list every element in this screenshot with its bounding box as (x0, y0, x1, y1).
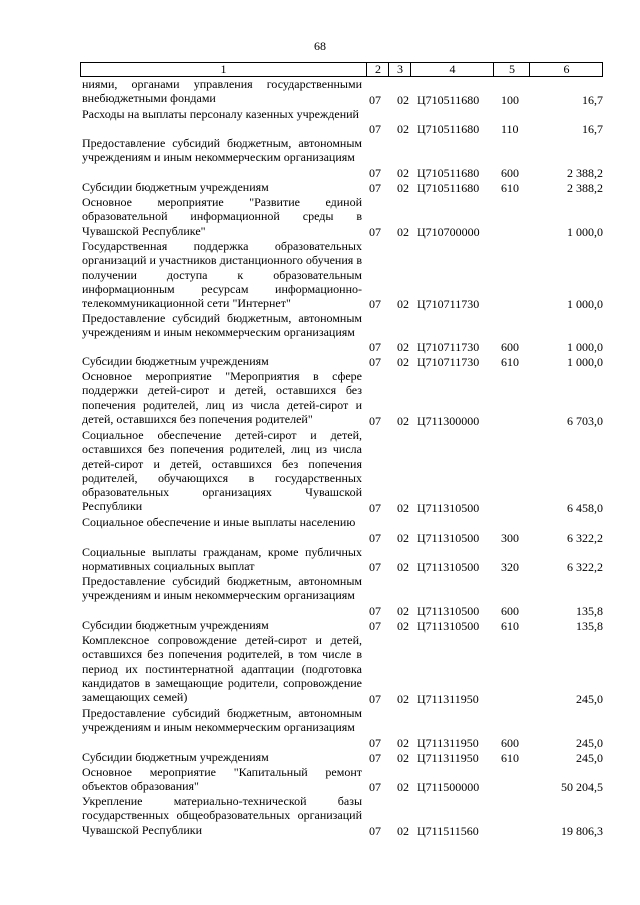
section-code: 07 (369, 824, 381, 838)
subsection-code: 02 (397, 414, 409, 428)
row-description: Комплексное сопровождение детей-сирот и детей, оставшихся без попечения родителей, в том числе в период их постинтернатной адаптации (подготовка кандидатов в замещающие родители, сопровождение замещающих семей) (82, 633, 362, 705)
subsection-code: 02 (397, 355, 409, 369)
section-code: 07 (369, 560, 381, 574)
section-code: 07 (369, 297, 381, 311)
subsection-code: 02 (397, 560, 409, 574)
expense-type-code: 600 (501, 604, 519, 618)
subsection-code: 02 (397, 531, 409, 545)
target-article-code: Ц710700000 (417, 225, 480, 239)
expense-type-code: 300 (501, 531, 519, 545)
table-row (80, 750, 603, 765)
page-number: 68 (314, 39, 326, 53)
subsection-code: 02 (397, 122, 409, 136)
section-code: 07 (369, 780, 381, 794)
target-article-code: Ц710711730 (417, 340, 480, 354)
expense-type-code: 110 (501, 122, 519, 136)
section-code: 07 (369, 736, 381, 750)
table-row (80, 794, 603, 838)
subsection-code: 02 (397, 736, 409, 750)
row-description: Предоставление субсидий бюджетным, автономным учреждениям и иным некоммерческим организациям (82, 136, 362, 165)
table-row (80, 180, 603, 195)
subsection-code: 02 (397, 166, 409, 180)
table-row (80, 515, 603, 545)
section-code: 07 (369, 501, 381, 515)
row-description: Укрепление материально-технической базы государственных общеобразовательных организаций Чувашской Республики (82, 794, 362, 837)
expense-type-code: 610 (501, 181, 519, 195)
header-col-3: 3 (388, 63, 411, 76)
subsection-code: 02 (397, 181, 409, 195)
subsection-code: 02 (397, 297, 409, 311)
expense-type-code: 600 (501, 736, 519, 750)
subsection-code: 02 (397, 824, 409, 838)
target-article-code: Ц711500000 (417, 780, 480, 794)
subsection-code: 02 (397, 93, 409, 107)
subsection-code: 02 (397, 340, 409, 354)
header-col-5: 5 (493, 63, 530, 76)
table-row (80, 633, 603, 706)
target-article-code: Ц711300000 (417, 414, 480, 428)
row-description: Социальное обеспечение детей-сирот и детей, оставшихся без попечения родителей, лиц из числа детей-сирот и детей, оставшихся без попечения родителей, обучающихся в государственных образовательных организациях Чувашской Республики (82, 428, 362, 514)
subsection-code: 02 (397, 751, 409, 765)
section-code: 07 (369, 531, 381, 545)
section-code: 07 (369, 692, 381, 706)
amount: 16,7 (582, 93, 603, 107)
row-description: Предоставление субсидий бюджетным, автономным учреждениям и иным некоммерческим организациям (82, 574, 362, 603)
row-description: Основное мероприятие "Мероприятия в сфере поддержки детей-сирот и детей, оставшихся без попечения родителей, лиц из числа детей-сирот и детей, оставшихся без попечения родителей" (82, 369, 362, 426)
target-article-code: Ц710511680 (417, 166, 480, 180)
row-description: Субсидии бюджетным учреждениям (82, 354, 269, 368)
table-row (80, 311, 603, 354)
amount: 2 388,2 (567, 166, 603, 180)
amount: 16,7 (582, 122, 603, 136)
amount: 245,0 (576, 736, 603, 750)
amount: 2 388,2 (567, 181, 603, 195)
row-description: Субсидии бюджетным учреждениям (82, 750, 269, 764)
table-row (80, 765, 603, 794)
target-article-code: Ц710511680 (417, 122, 480, 136)
section-code: 07 (369, 355, 381, 369)
target-article-code: Ц711310500 (417, 604, 480, 618)
amount: 245,0 (576, 751, 603, 765)
target-article-code: Ц711511560 (417, 824, 479, 838)
table-row (80, 136, 603, 180)
table-row (80, 428, 603, 515)
amount: 6 458,0 (567, 501, 603, 515)
row-description: Государственная поддержка образовательных организаций и участников дистанционного обучения в получении доступа к образовательным информационным ресурсам информационно-телекоммуникационной сети "Интернет" (82, 239, 362, 311)
target-article-code: Ц710511680 (417, 93, 480, 107)
target-article-code: Ц711310500 (417, 501, 480, 515)
section-code: 07 (369, 122, 381, 136)
section-code: 07 (369, 166, 381, 180)
section-code: 07 (369, 340, 381, 354)
amount: 1 000,0 (567, 340, 603, 354)
table-row (80, 574, 603, 618)
target-article-code: Ц710511680 (417, 181, 480, 195)
target-article-code: Ц711311950 (417, 751, 479, 765)
table-row (80, 195, 603, 239)
amount: 135,8 (576, 604, 603, 618)
expense-type-code: 600 (501, 340, 519, 354)
amount: 245,0 (576, 692, 603, 706)
row-description: Социальные выплаты гражданам, кроме публичных нормативных социальных выплат (82, 545, 362, 574)
amount: 6 322,2 (567, 531, 603, 545)
subsection-code: 02 (397, 780, 409, 794)
table-row (80, 77, 603, 107)
header-col-1: 1 (220, 62, 227, 76)
amount: 135,8 (576, 619, 603, 633)
row-description: Основное мероприятие "Капитальный ремонт объектов образования" (82, 765, 362, 794)
row-description: ниями, органами управления государственными внебюджетными фондами (82, 77, 362, 106)
expense-type-code: 600 (501, 166, 519, 180)
table-row (80, 369, 603, 428)
amount: 6 322,2 (567, 560, 603, 574)
header-col-2: 2 (366, 63, 389, 76)
target-article-code: Ц710711730 (417, 355, 480, 369)
subsection-code: 02 (397, 692, 409, 706)
row-description: Расходы на выплаты персоналу казенных учреждений (82, 107, 359, 121)
table-row (80, 618, 603, 633)
row-description: Социальное обеспечение и иные выплаты населению (82, 515, 356, 529)
target-article-code: Ц710711730 (417, 297, 480, 311)
table-row (80, 706, 603, 750)
expense-type-code: 610 (501, 751, 519, 765)
amount: 50 204,5 (561, 780, 603, 794)
section-code: 07 (369, 751, 381, 765)
subsection-code: 02 (397, 501, 409, 515)
expense-type-code: 320 (501, 560, 519, 574)
amount: 6 703,0 (567, 414, 603, 428)
header-col-4: 4 (410, 63, 494, 76)
target-article-code: Ц711310500 (417, 619, 480, 633)
amount: 1 000,0 (567, 297, 603, 311)
table-header (80, 62, 603, 77)
section-code: 07 (369, 619, 381, 633)
section-code: 07 (369, 225, 381, 239)
table-row (80, 107, 603, 136)
subsection-code: 02 (397, 225, 409, 239)
target-article-code: Ц711310500 (417, 560, 480, 574)
section-code: 07 (369, 93, 381, 107)
expense-type-code: 100 (501, 93, 519, 107)
subsection-code: 02 (397, 619, 409, 633)
subsection-code: 02 (397, 604, 409, 618)
row-description: Субсидии бюджетным учреждениям (82, 180, 269, 194)
amount: 19 806,3 (561, 824, 603, 838)
expense-type-code: 610 (501, 355, 519, 369)
target-article-code: Ц711311950 (417, 692, 479, 706)
row-description: Предоставление субсидий бюджетным, автономным учреждениям и иным некоммерческим организациям (82, 706, 362, 735)
section-code: 07 (369, 414, 381, 428)
amount: 1 000,0 (567, 225, 603, 239)
target-article-code: Ц711310500 (417, 531, 480, 545)
target-article-code: Ц711311950 (417, 736, 479, 750)
section-code: 07 (369, 181, 381, 195)
table-row (80, 545, 603, 574)
row-description: Субсидии бюджетным учреждениям (82, 618, 269, 632)
amount: 1 000,0 (567, 355, 603, 369)
row-description: Предоставление субсидий бюджетным, автономным учреждениям и иным некоммерческим организациям (82, 311, 362, 340)
section-code: 07 (369, 604, 381, 618)
header-col-6: 6 (529, 63, 603, 76)
expense-type-code: 610 (501, 619, 519, 633)
table-row (80, 239, 603, 311)
row-description: Основное мероприятие "Развитие единой образовательной информационной среды в Чувашской Республике" (82, 195, 362, 238)
table-row (80, 354, 603, 369)
